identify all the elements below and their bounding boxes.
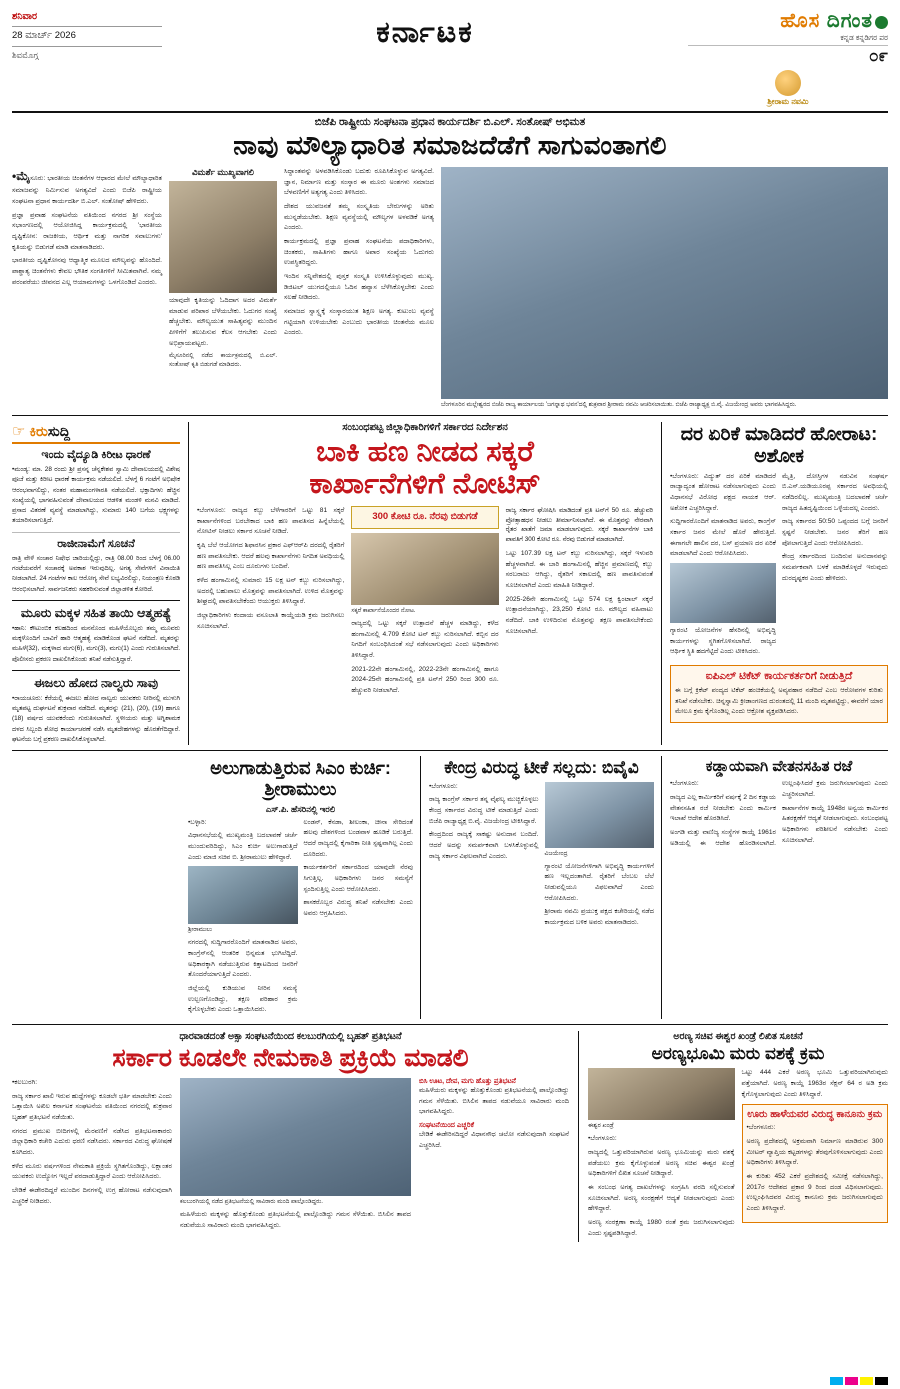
- brief-body: ರಾತ್ರಿ ವೇಳೆ ಸಂಚಾರ ನಿಷೇಧ ಜಾರಿಯಲ್ಲಿದ್ದು, ರಾತ್ರಿ 08.00 ರಿಂದ ಬೆಳಗ್ಗೆ 06.00 ಗಂಟೆಯವರೆಗೆ ಸಂಚಾರಕ್ಕೆ ಅವಕಾಶ ಇರುವುದಿಲ್ಲ. ಅಗತ್ಯ ಸೇವೆಗಳಿಗೆ ವಿನಾಯಿತಿ ನೀಡಲಾಗಿದೆ. 24 ಗಂಟೆಗಳ ಕಾಲ ಆರೋಗ್ಯ ಸೇವೆ ಲಭ್ಯವಿರಲಿದ್ದು, ನಿಯಂತ್ರಣ ಕೊಠಡಿ ಆರಂಭಿಸಲಾಗಿದೆ. ಸಾರ್ವಜನಿಕರು ಸಹಕರಿಸುವಂತೆ ಜಿಲ್ಲಾಡಳಿತ ಕೋರಿದೆ.: [12, 554, 180, 593]
- paragraph: ಕಳೆದ ಮೂರು ವರ್ಷಗಳಿಂದ ನೇಮಕಾತಿ ಪ್ರಕ್ರಿಯೆ ಸ್ಥಗಿತಗೊಂಡಿದ್ದು, ಲಕ್ಷಾಂತರ ಯುವಕರು ಉದ್ಯೋಗ ಇಲ್ಲದೆ ಪರದಾಡುತ್ತಿದ್ದಾರೆ ಎಂದು ಆರೋಪಿಸಿದರು.: [12, 1162, 172, 1181]
- top-story-headline: ನಾವು ಮೌಲ್ಯಾಧಾರಿತ ಸಮಾಜದೆಡೆಗೆ ಸಾಗುವಂತಾಗಲಿ: [233, 130, 667, 160]
- bottom-row: [12, 1031, 888, 1242]
- paragraph: ರಾಜ್ಯದ ಎಲ್ಲ ಕಾರ್ಮಿಕರಿಗೆ ವರ್ಷಕ್ಕೆ 2 ದಿನ ಕಡ್ಡಾಯ ವೇತನಸಹಿತ ರಜೆ ನೀಡಬೇಕು ಎಂದು ಕಾರ್ಮಿಕ ಇಲಾಖೆ ಆದೇಶ ಹೊರಡಿಸಿದೆ.: [670, 794, 776, 823]
- paragraph: •ಬೆಂಗಳೂರು: ರಾಜ್ಯದ ಕಬ್ಬು ಬೆಳೆಗಾರರಿಗೆ ಒಟ್ಟು 81 ಸಕ್ಕರೆ ಕಾರ್ಖಾನೆಗಳಿಂದ ಬರಬೇಕಾದ ಬಾಕಿ ಹಣ ಪಾವತಿಸದ ಹಿನ್ನೆಲೆಯಲ್ಲಿ ನೋಟಿಸ್ ನೀಡಲು ಸರ್ಕಾರ ಸೂಚನೆ ನೀಡಿದೆ.: [197, 506, 345, 536]
- center-column: [188, 422, 662, 745]
- paragraph: ಕಾರ್ಯಕ್ರಮದಲ್ಲಿ ಪ್ರಜ್ಞಾ ಪ್ರವಾಹ ಸಂಘಟನೆಯ ಪದಾಧಿಕಾರಿಗಳು, ಚಿಂತಕರು, ಸಾಹಿತಿಗಳು ಹಾಗೂ ಅಪಾರ ಸಂಖ್ಯೆಯ ಓದುಗರು ಉಪಸ್ಥಿತರಿದ್ದರು.: [284, 238, 434, 267]
- photo-caption: ಮೈಸೂರಿನಲ್ಲಿ ನಡೆದ ಕಾರ್ಯಕ್ರಮದಲ್ಲಿ ಬಿ.ಎಲ್. ಸಂತೋಷ್ ಕೃತಿ ಬಿಡುಗಡೆ ಮಾಡಿದರು.: [169, 353, 277, 369]
- paragraph: ಈ ಕುರಿತು 452 ಎಕರೆ ಪ್ರದೇಶದಲ್ಲಿ ಸಮೀಕ್ಷೆ ನಡೆಸಲಾಗಿದ್ದು, 2017ರ ಆದೇಶದ ಪ್ರಕಾರ 9 ರಿಂದ ದಂಡ ವಿಧಿಸಲಾಗುವುದು. ಉಲ್ಲಂಘಿಸಿದವರ ವಿರುದ್ಧ ಕಾನೂನು ಕ್ರಮ ಜರುಗಿಸಲಾಗುವುದು ಎಂದು ತಿಳಿಸಿದ್ದಾರೆ.: [746, 1172, 883, 1212]
- photo-caption: ಸಕ್ಕರೆ ಕಾರ್ಖಾನೆಯೊಂದರ ನೋಟ.: [351, 607, 416, 614]
- paragraph: ಸುದ್ದಿಗಾರರೊಂದಿಗೆ ಮಾತನಾಡಿದ ಅವರು, ಕಾಂಗ್ರೆಸ್ ಸರ್ಕಾರ ಜನರ ಮೇಲೆ ಹೊರೆ ಹೇರುತ್ತಿದೆ. ಈಗಾಗಲೇ ಹಾಲಿನ ದರ, ಬಸ್ ಪ್ರಯಾಣ ದರ ಏರಿಕೆ ಮಾಡಲಾಗಿದೆ ಎಂದು ಆರೋಪಿಸಿದರು.: [670, 518, 776, 558]
- paragraph: ವಿಧಾನಸಭೆಯಲ್ಲಿ ಮುಖ್ಯಮಂತ್ರಿ ಬದಲಾವಣೆ ಚರ್ಚೆ ಮುಂದುವರಿದಿದ್ದು, ಸಿಎಂ ಕುರ್ಚಿ ಅಲುಗಾಡುತ್ತಿದೆ ಎಂದು ಮಾಜಿ ಸಚಿವ ಬಿ. ಶ್ರೀರಾಮುಲು ಹೇಳಿದ್ದಾರೆ.: [188, 832, 298, 861]
- center-inset-box: [351, 506, 498, 529]
- paragraph: ಮೈತ್ರಿ, ದೋಸ್ತಿಗಳ ನಡುವಿನ ಸಂಘರ್ಷ ಬಿ.ಎಸ್.ಯಡಿಯೂರಪ್ಪ ಸರ್ಕಾರದ ಅವಧಿಯಲ್ಲಿ ನಡೆದಿರಲಿಲ್ಲ. ಮುಖ್ಯಮಂತ್ರಿ ಬದಲಾವಣೆ ಚರ್ಚೆ ರಾಜ್ಯದ ಹಿತದೃಷ್ಟಿಯಿಂದ ಒಳ್ಳೆಯದಲ್ಲ ಎಂದರು.: [782, 472, 888, 512]
- kirusuddi-title: [29, 423, 70, 440]
- festival-badge-label: ಶ್ರೀರಾಮ ನವಮಿ: [767, 97, 809, 106]
- protest-photo: [180, 1078, 411, 1196]
- top-story-kicker: ಬಿಜೆಪಿ ರಾಷ್ಟ್ರೀಯ ಸಂಘಟನಾ ಪ್ರಧಾನ ಕಾರ್ಯದರ್ಶಿ ಬಿ.ಎಲ್. ಸಂತೋಷ್ ಅಭಿಮತ: [314, 116, 586, 128]
- paragraph: ರಾಜ್ಯದಲ್ಲಿ ಒತ್ತುವರಿಯಾಗಿರುವ ಅರಣ್ಯ ಭೂಮಿಯನ್ನು ಮರು ವಶಕ್ಕೆ ಪಡೆಯಲು ಕ್ರಮ ಕೈಗೊಳ್ಳುವಂತೆ ಅರಣ್ಯ ಸಚಿವ ಈಶ್ವರ ಖಂಡ್ರೆ ಅಧಿಕಾರಿಗಳಿಗೆ ಲಿಖಿತ ಸೂಚನೆ ನೀಡಿದ್ದಾರೆ.: [588, 1148, 735, 1178]
- dateline: •ಕಲಬುರಗಿ:: [12, 1078, 38, 1086]
- kirusuddi-title-part1: ಕಿರು: [29, 422, 48, 439]
- masthead: [12, 10, 888, 113]
- divider: [12, 600, 180, 601]
- masthead-left: [12, 10, 162, 61]
- paragraph: ಇಂದಿನ ಸನ್ನಿವೇಶದಲ್ಲಿ ಪುಸ್ತಕ ಸಂಸ್ಕೃತಿ ಉಳಿಸಿಕೊಳ್ಳುವುದು ಮುಖ್ಯ. ಡಿಜಿಟಲ್ ಯುಗದಲ್ಲಿಯೂ ಓದಿನ ಹವ್ಯಾಸ ಬೆಳೆಸಿಕೊಳ್ಳಬೇಕು ಎಂದು ಸಲಹೆ ನೀಡಿದರು.: [284, 273, 434, 302]
- story-col2: [304, 818, 414, 1019]
- paragraph: ಗ್ಯಾರಂಟಿ ಯೋಜನೆಗಳ ಹೆಸರಿನಲ್ಲಿ ಅಭಿವೃದ್ಧಿ ಕಾರ್ಯಗಳನ್ನು ಸ್ಥಗಿತಗೊಳಿಸಲಾಗಿದೆ. ರಾಜ್ಯದ ಆರ್ಥಿಕ ಸ್ಥಿತಿ ಹದಗೆಟ್ಟಿದೆ ಎಂದು ಟೀಕಿಸಿದರು.: [670, 627, 776, 656]
- paragraph: ಅಂಗಡಿ ಮತ್ತು ವಾಣಿಜ್ಯ ಸಂಸ್ಥೆಗಳ ಕಾಯ್ದೆ 1961ರ ಅಡಿಯಲ್ಲಿ ಈ ಆದೇಶ ಹೊರಡಿಸಲಾಗಿದೆ. ಉಲ್ಲಂಘಿಸಿದರೆ ಕ್ರಮ ಜರುಗಿಸಲಾಗುವುದು ಎಂದು ಎಚ್ಚರಿಸಲಾಗಿದೆ.: [670, 780, 888, 847]
- sub-story-box: [742, 1104, 889, 1222]
- mid-story-shriramulu: [188, 756, 421, 1019]
- bottom-col2: [180, 1078, 411, 1231]
- bottom-right-col1: [588, 1068, 735, 1242]
- right-highlight-box: [670, 665, 888, 723]
- vijayendra-photo: [545, 782, 655, 848]
- paragraph: 2021-22ನೇ ಹಂಗಾಮಿನಲ್ಲಿ, 2022-23ನೇ ಹಂಗಾಮಿನಲ್ಲಿ ಹಾಗೂ 2024-25ನೇ ಹಂಗಾಮಿನಲ್ಲಿ ಪ್ರತಿ ಟನ್‌ಗೆ 250 ರಿಂದ 300 ರೂ. ಹೆಚ್ಚುವರಿ ನೀಡಲಾಗಿದೆ.: [351, 665, 499, 694]
- paragraph: •ಬೆಂಗಳೂರು: ವಿದ್ಯುತ್ ದರ ಏರಿಕೆ ಮಾಡಿದರೆ ರಾಜ್ಯಾದ್ಯಂತ ಹೋರಾಟ ನಡೆಸಲಾಗುವುದು ಎಂದು ವಿಧಾನಸಭೆ ವಿರೋಧ ಪಕ್ಷದ ನಾಯಕ ಆರ್. ಅಶೋಕ ಎಚ್ಚರಿಸಿದ್ದಾರೆ.: [670, 472, 776, 512]
- center-col2: [351, 506, 498, 700]
- paragraph: ಸಮಾಜದ ಸ್ವಾಸ್ಥ್ಯಕ್ಕೆ ಸಂಸ್ಕಾರಯುತ ಶಿಕ್ಷಣ ಅಗತ್ಯ. ಕುಟುಂಬ ವ್ಯವಸ್ಥೆ ಗಟ್ಟಿಯಾಗಿ ಉಳಿಯಬೇಕು ಎಂಬುದು ಭಾರತೀಯ ಚಿಂತನೆಯ ಮೂಲ ಎಂದರು.: [284, 308, 434, 337]
- dateline: •ಬೆಂಗಳೂರು:: [746, 1124, 776, 1132]
- paragraph: ರಾಜ್ಯದಲ್ಲಿ ಒಟ್ಟು ಸಕ್ಕರೆ ಉತ್ಪಾದನೆ ಹೆಚ್ಚಳ ಮಾಡಿದ್ದು, ಕಳೆದ ಹಂಗಾಮಿನಲ್ಲಿ 4.709 ಕೋಟಿ ಟನ್ ಕಬ್ಬು ನುರಿಸಲಾಗಿದೆ. ಕಬ್ಬಿನ ದರ ನಿಗದಿಗೆ ಸಂಬಂಧಿಸಿದಂತೆ ಸಭೆ ನಡೆಸಲಾಗುವುದು ಎಂದು ಅಧಿಕಾರಿಗಳು ತಿಳಿಸಿದ್ದಾರೆ.: [351, 619, 499, 659]
- brand-part2: ದಿಗಂತ: [826, 10, 873, 32]
- divider: [12, 532, 180, 533]
- divider: [12, 415, 888, 416]
- paragraph: ರಾಜ್ಯ ಕಾಂಗ್ರೆಸ್ ಸರ್ಕಾರ ತನ್ನ ವೈಫಲ್ಯ ಮುಚ್ಚಿಕೊಳ್ಳಲು ಕೇಂದ್ರ ಸರ್ಕಾರದ ವಿರುದ್ಧ ಟೀಕೆ ಮಾಡುತ್ತಿದೆ ಎಂದು ಬಿಜೆಪಿ ರಾಜ್ಯಾಧ್ಯಕ್ಷ ಬಿ.ವೈ. ವಿಜಯೇಂದ್ರ ಟೀಕಿಸಿದ್ದಾರೆ.: [429, 796, 539, 825]
- story-headline: ಕೇಂದ್ರ ವಿರುದ್ಧ ಟೀಕೆ ಸಲ್ಲದು: ಬಿವೈವಿ: [444, 758, 639, 778]
- paragraph: ಬೇಡಿಕೆ ಈಡೇರಿಸದಿದ್ದರೆ ವಿಧಾನಸೌಧ ಚಲೋ ನಡೆಸುವುದಾಗಿ ಸಂಘಟನೆ ಎಚ್ಚರಿಸಿದೆ.: [419, 1130, 569, 1149]
- kirusuddi-title-part2: ಸುದ್ದಿ: [47, 422, 71, 439]
- right-col1: [670, 472, 776, 661]
- top-story-photo-block: [441, 167, 888, 410]
- center-headline: [197, 436, 653, 501]
- mid-stories-row: [12, 756, 888, 1019]
- cmyk-registration-marks: [830, 1377, 888, 1385]
- minister-photo: [588, 1068, 735, 1120]
- mid-spacer: [12, 756, 180, 1019]
- paragraph: ಶಾಸಕರೊಬ್ಬರ ವಿರುದ್ಧ ತನಿಖೆ ನಡೆಸಬೇಕು ಎಂದು ಅವರು ಆಗ್ರಹಿಸಿದರು.: [303, 899, 413, 917]
- paragraph: ಈ ಸಂಬಂಧ ಅಗತ್ಯ ದಾಖಲೆಗಳನ್ನು ಸಂಗ್ರಹಿಸಿ ವರದಿ ಸಲ್ಲಿಸುವಂತೆ ಸೂಚಿಸಲಾಗಿದೆ. ಅರಣ್ಯ ಸಂರಕ್ಷಣೆಗೆ ಆದ್ಯತೆ ನೀಡಲಾಗುವುದು ಎಂದು ಹೇಳಿದ್ದಾರೆ.: [588, 1183, 735, 1213]
- speaker-photo: [169, 181, 277, 293]
- paragraph: ಅರಣ್ಯ ಪ್ರದೇಶದಲ್ಲಿ ಅಕ್ರಮವಾಗಿ ನಿರ್ಮಾಣ ಮಾಡಿರುವ 300 ಮೀಟರ್ ವ್ಯಾಪ್ತಿಯ ಕಟ್ಟಡಗಳನ್ನು ತೆರವುಗೊಳಿಸಲಾಗುವುದು ಎಂದು ಅಧಿಕಾರಿಗಳು ತಿಳಿಸಿದ್ದಾರೆ.: [746, 1137, 883, 1167]
- brief-item: [12, 538, 180, 595]
- kirusuddi-header: [12, 422, 180, 444]
- bottom-headline: ಅರಣ್ಯಭೂಮಿ ಮರು ವಶಕ್ಕೆ ಕ್ರಮ: [651, 1043, 825, 1063]
- bottom-kicker: ಅರಣ್ಯ ಸಚಿವ ಈಶ್ವರ ಖಂಡ್ರೆ ಲಿಖಿತ ಸೂಚನೆ: [673, 1030, 803, 1042]
- paragraph: ನಗರದ ಪ್ರಮುಖ ಬೀದಿಗಳಲ್ಲಿ ಮೆರವಣಿಗೆ ನಡೆಸಿದ ಪ್ರತಿಭಟನಾಕಾರರು ಜಿಲ್ಲಾಧಿಕಾರಿ ಕಚೇರಿ ಎದುರು ಧರಣಿ ನಡೆಸಿದರು. ಸರ್ಕಾರದ ವಿರುದ್ಧ ಘೋಷಣೆ ಕೂಗಿದರು.: [12, 1127, 172, 1156]
- paragraph: ಕಾರ್ಖಾನೆಗಳ ಕಾಯ್ದೆ 1948ರ ಅನ್ವಯ ಕಾರ್ಮಿಕರ ಹಿತರಕ್ಷಣೆಗೆ ಆದ್ಯತೆ ನೀಡಲಾಗುವುದು. ಸಂಬಂಧಪಟ್ಟ ಅಧಿಕಾರಿಗಳು ಪರಿಶೀಲನೆ ನಡೆಸಬೇಕು ಎಂದು ಸೂಚಿಸಲಾಗಿದೆ.: [782, 804, 888, 844]
- page-number: ೦೯: [868, 46, 888, 65]
- center-headline-line2: ಕಾರ್ಖಾನೆಗಳಿಗೆ ನೋಟಿಸ್: [309, 468, 541, 501]
- kirusuddi-column: [12, 422, 180, 745]
- cmyk-black: [875, 1377, 888, 1385]
- highlight-box-title: ಐಪಿಎಲ್ ಟಿಕೆಟ್ ಕಾರ್ಯಕರ್ತರಿಗೆ ನೀಡುತ್ತಿದೆ: [705, 670, 853, 683]
- brief-title: ರಾಜೀನಾಮೆಗೆ ಸೂಚನೆ: [57, 537, 135, 550]
- paragraph: ಗ್ಯಾರಂಟಿ ಯೋಜನೆಗಳಿಗಾಗಿ ಅಭಿವೃದ್ಧಿ ಕಾರ್ಯಗಳಿಗೆ ಹಣ ಇಲ್ಲದಂತಾಗಿದೆ. ರೈತರಿಗೆ ಬೆಂಬಲ ಬೆಲೆ ನೀಡುವಲ್ಲಿಯೂ ವಿಫಲವಾಗಿದೆ ಎಂದು ಆರೋಪಿಸಿದರು.: [544, 862, 654, 902]
- brand-part1: ಹೊಸ: [780, 10, 821, 32]
- paragraph: ಭಾರತೀಯ ದೃಷ್ಟಿಕೋನವು ಆಧ್ಯಾತ್ಮಿಕ ಮೂಲದ ಮೌಲ್ಯವನ್ನು ಹೊಂದಿದೆ. ಪಾಶ್ಚಾತ್ಯ ಚಿಂತನೆಗಳು ಕೇವಲ ಭೌತಿಕ ಸಂಗತಿಗಳಿಗೆ ಸೀಮಿತವಾಗಿವೆ. ನಮ್ಮ ಪರಂಪರೆಯು ಜೀವನದ ಎಲ್ಲ ಆಯಾಮಗಳನ್ನು ಒಳಗೊಂಡಿದೆ ಎಂದರು.: [12, 257, 162, 286]
- paragraph: ಮಹಿಳೆಯರು ಮಕ್ಕಳನ್ನು ಹೊತ್ತುಕೊಂಡು ಪ್ರತಿಭಟನೆಯಲ್ಲಿ ಪಾಲ್ಗೊಂಡಿದ್ದು ಗಮನ ಸೆಳೆಯಿತು. ಬಿಸಿಲಿನ ತಾಪದ ನಡುವೆಯೂ ಸಾವಿರಾರು ಮಂದಿ ಭಾಗವಹಿಸಿದ್ದರು.: [180, 1210, 411, 1229]
- paragraph: ಪ್ರಜ್ಞಾ ಪ್ರವಾಹ ಸಂಘಟನೆಯ ವತಿಯಿಂದ ನಗರದ ಶ್ರೀ ಸಂಸ್ಥೆಯ ಸಭಾಂಗಣದಲ್ಲಿ ಆಯೋಜಿಸಿದ್ದ ಕಾರ್ಯಕ್ರಮದಲ್ಲಿ 'ಭಾರತೀಯ ದೃಷ್ಟಿಕೋನ: ರಾಜಕೀಯ, ಆರ್ಥಿಕ ಮತ್ತು ನಾಗರಿಕ ಸವಾಲುಗಳು' ಕೃತಿಯನ್ನು ಬಿಡುಗಡೆ ಮಾಡಿ ಮಾತನಾಡಿದರು.: [12, 211, 162, 251]
- divider: [12, 750, 888, 751]
- bottom-headline: ಸರ್ಕಾರ ಕೂಡಲೇ ನೇಮಕಾತಿ ಪ್ರಕ್ರಿಯೆ ಮಾಡಲಿ: [112, 1043, 469, 1072]
- photo-caption: ಈಶ್ವರ ಖಂಡ್ರೆ: [588, 1123, 614, 1130]
- shriramulu-photo: [188, 866, 298, 924]
- mid-story-vijayendra: [429, 756, 662, 1019]
- paragraph: ಒಟ್ಟು 107.39 ಲಕ್ಷ ಟನ್ ಕಬ್ಬು ನುರಿಸಲಾಗಿದ್ದು, ಸಕ್ಕರೆ ಇಳುವರಿ ಹೆಚ್ಚಳವಾಗಿದೆ. ಈ ಬಾರಿ ಹಂಗಾಮಿನಲ್ಲಿ ಹೆಚ್ಚಿನ ಪ್ರಮಾಣದಲ್ಲಿ ಕಬ್ಬು ಸರಬರಾಜು ಆಗಿದ್ದು, ರೈತರಿಗೆ ಸಕಾಲದಲ್ಲಿ ಹಣ ಪಾವತಿಸುವಂತೆ ಸೂಚಿಸಲಾಗಿದೆ ಎಂದು ಮಾಹಿತಿ ನೀಡಿದ್ದಾರೆ.: [505, 549, 653, 589]
- brief-item: [12, 676, 180, 745]
- center-col1: [197, 506, 344, 700]
- paragraph: ಕೇಂದ್ರದಿಂದ ರಾಜ್ಯಕ್ಕೆ ಸಾಕಷ್ಟು ಅನುದಾನ ಬಂದಿದೆ. ಆದರೆ ಅದನ್ನು ಸಮರ್ಪಕವಾಗಿ ಬಳಸಿಕೊಳ್ಳುವಲ್ಲಿ ರಾಜ್ಯ ಸರ್ಕಾರ ವಿಫಲವಾಗಿದೆ ಎಂದರು.: [429, 831, 539, 860]
- brief-title: ಮೂರು ಮಕ್ಕಳ ಸಹಿತ ತಾಯಿ ಆತ್ಮಹತ್ಯೆ: [20, 605, 172, 620]
- story-headline: ಅಲುಗಾಡುತ್ತಿರುವ ಸಿಎಂ ಕುರ್ಚಿ: ಶ್ರೀರಾಮುಲು: [210, 758, 391, 799]
- paragraph: ಕಳೆದ ಹಂಗಾಮಿನಲ್ಲಿ ಸುಮಾರು 15 ಲಕ್ಷ ಟನ್ ಕಬ್ಬು ನುರಿಸಲಾಗಿದ್ದು, ಅದರಲ್ಲಿ ಬಹುಪಾಲು ಮೊತ್ತವನ್ನು ಪಾವತಿಸಲಾಗಿದೆ. ಉಳಿದ ಮೊತ್ತವನ್ನು ಶೀಘ್ರದಲ್ಲಿ ಪಾವತಿಸಬೇಕೆಂದು ಆಯುಕ್ತರು ತಿಳಿಸಿದ್ದಾರೆ.: [197, 576, 345, 606]
- inset-title: 300 ಕೋಟಿ ರೂ. ನೆರವು ಬಿಡುಗಡೆ: [372, 510, 478, 522]
- paragraph: ದೇಶದ ಯುವಜನತೆ ತಮ್ಮ ಸಂಸ್ಕೃತಿಯ ಬೇರುಗಳನ್ನು ಅರಿತು ಮುನ್ನಡೆಯಬೇಕು. ಶಿಕ್ಷಣ ವ್ಯವಸ್ಥೆಯಲ್ಲಿ ಮೌಲ್ಯಗಳ ಅಳವಡಿಕೆ ಅಗತ್ಯ ಎಂದರು.: [284, 203, 434, 232]
- paragraph: ಅರಣ್ಯ ಸಂರಕ್ಷಣಾ ಕಾಯ್ದೆ 1980 ರಂತೆ ಕ್ರಮ ಜರುಗಿಸಲಾಗುವುದು ಎಂದು ಸ್ಪಷ್ಟಪಡಿಸಿದ್ದಾರೆ.: [588, 1218, 735, 1237]
- masthead-center: [162, 10, 688, 50]
- brief-item: [12, 449, 180, 527]
- brief-body: •ರಾಯಚೂರು: ಕೆರೆಯಲ್ಲಿ ಈಜಲು ಹೋದ ನಾಲ್ವರು ಯುವಕರು ನೀರಿನಲ್ಲಿ ಮುಳುಗಿ ಮೃತಪಟ್ಟ ದುರ್ಘಟನೆ ಶುಕ್ರವಾರ ನಡೆದಿದೆ. ಮೃತರನ್ನು (21), (20), (19) ಹಾಗೂ (18) ವರ್ಷದ ಯುವಕರೆಂದು ಗುರುತಿಸಲಾಗಿದೆ. ಸ್ಥಳೀಯರು ಮತ್ತು ಅಗ್ನಿಶಾಮಕ ದಳದ ಸಿಬ್ಬಂದಿ ಶೋಧ ಕಾರ್ಯಾಚರಣೆ ನಡೆಸಿ ಮೃತದೇಹಗಳನ್ನು ಹೊರತೆಗೆದಿದ್ದಾರೆ. ಘಟನೆಯ ಬಗ್ಗೆ ಪ್ರಕರಣ ದಾಖಲಿಸಿಕೊಳ್ಳಲಾಗಿದೆ.: [12, 694, 180, 743]
- highlight-box-body: ಈ ಬಗ್ಗೆ ಕ್ರಿಕೆಟ್ ಪಂದ್ಯದ ಟಿಕೆಟ್ ಹಂಚಿಕೆಯಲ್ಲಿ ಅವ್ಯವಹಾರ ನಡೆದಿದೆ ಎಂಬ ಆರೋಪಗಳ ಕುರಿತು ತನಿಖೆ ನಡೆಸಬೇಕು. ಚಿನ್ನಸ್ವಾಮಿ ಕ್ರೀಡಾಂಗಣದ ದುರಂತದಲ್ಲಿ 11 ಮಂದಿ ಮೃತಪಟ್ಟಿದ್ದು, ಈವರೆಗೆ ಯಾರ ಮೇಲೂ ಕ್ರಮ ಕೈಗೊಂಡಿಲ್ಲ ಎಂದು ಆಕ್ರೋಶ ವ್ಯಕ್ತಪಡಿಸಿದರು.: [675, 687, 883, 716]
- newspaper-logo: [688, 10, 888, 33]
- bottom-right-col2: [742, 1068, 889, 1242]
- story-col1: [188, 818, 298, 1019]
- festival-icon: [775, 70, 801, 96]
- highlight-label: ಸಂಘಟನೆಯಿಂದ ಎಚ್ಚರಿಕೆ: [419, 1121, 474, 1129]
- main-grid: [12, 422, 888, 745]
- paragraph: •ಮೈಸೂರು: ಭಾರತೀಯ ಚಿಂತನೆಗಳ ಆಧಾರದ ಮೇಲೆ ಮೌಲ್ಯಾಧಾರಿತ ಸಮಾಜವನ್ನು ನಿರ್ಮಿಸುವ ಅಗತ್ಯವಿದೆ ಎಂದು ಬಿಜೆಪಿ ರಾಷ್ಟ್ರೀಯ ಸಂಘಟನಾ ಪ್ರಧಾನ ಕಾರ್ಯದರ್ಶಿ ಬಿ.ಎಲ್. ಸಂತೋಷ್ ಹೇಳಿದರು.: [12, 169, 162, 206]
- photo-caption: ಶ್ರೀರಾಮುಲು: [188, 927, 212, 934]
- brief-body: •ಹಾನಿ: ಕೌಟುಂಬಿಕ ಕಲಹದಿಂದ ಮನನೊಂದ ಮಹಿಳೆಯೊಬ್ಬರು ತಮ್ಮ ಮೂವರು ಮಕ್ಕಳೊಂದಿಗೆ ಬಾವಿಗೆ ಹಾರಿ ಆತ್ಮಹತ್ಯೆ ಮಾಡಿಕೊಂಡ ಘಟನೆ ನಡೆದಿದೆ. ಮೃತರನ್ನು ಮಹಿಳೆ(32), ಮಕ್ಕಳಾದ ಮಗು(6), ಮಗು(3), ಮಗು(1) ಎಂದು ಗುರುತಿಸಲಾಗಿದೆ. ಪೊಲೀಸರು ಪ್ರಕರಣ ದಾಖಲಿಸಿಕೊಂಡು ತನಿಖೆ ನಡೆಸುತ್ತಿದ್ದಾರೆ.: [12, 624, 180, 663]
- dateline: •ಬೆಂಗಳೂರು:: [588, 1135, 617, 1143]
- paragraph: ಕೇಂದ್ರ ಸರ್ಕಾರದಿಂದ ಬಂದಿರುವ ಅನುದಾನವನ್ನು ಸಮರ್ಪಕವಾಗಿ ಬಳಕೆ ಮಾಡಿಕೊಳ್ಳದೆ ಇರುವುದು ದುರದೃಷ್ಟಕರ ಎಂದು ಹೇಳಿದರು.: [782, 553, 888, 582]
- story-subhead: ಎಸ್.ಪಿ. ಹೆಸರಿನಲ್ಲಿ ಇರಲಿ: [265, 803, 336, 814]
- paragraph: ಒಟ್ಟು 444 ಎಕರೆ ಅರಣ್ಯ ಭೂಮಿ ಒತ್ತುವರಿಯಾಗಿರುವುದು ಪತ್ತೆಯಾಗಿದೆ. ಅರಣ್ಯ ಕಾಯ್ದೆ 1963ರ ಸೆಕ್ಷನ್ 64 ರ ಅಡಿ ಕ್ರಮ ಕೈಗೊಳ್ಳಲಾಗುವುದು ಎಂದು ತಿಳಿಸಿದ್ದಾರೆ.: [741, 1069, 888, 1098]
- mid-story-leave: [670, 756, 888, 1019]
- section-title: ಕರ್ನಾಟಕ: [376, 16, 474, 49]
- divider: [12, 670, 180, 671]
- paragraph: ಶ್ರೀರಾಮ ನವಮಿ ಪ್ರಯುಕ್ತ ಪಕ್ಷದ ಕಚೇರಿಯಲ್ಲಿ ನಡೆದ ಕಾರ್ಯಕ್ರಮದ ಬಳಿಕ ಅವರು ಮಾತನಾಡಿದರು.: [544, 908, 654, 927]
- paragraph: ರಾಜ್ಯ ಸರ್ಕಾರ ಖಾಲಿ ಇರುವ ಹುದ್ದೆಗಳನ್ನು ಕೂಡಲೇ ಭರ್ತಿ ಮಾಡಬೇಕು ಎಂದು ಒತ್ತಾಯಿಸಿ ಅಖಿಲ ಕರ್ನಾಟಕ ಸಂಘಟನೆಯ ವತಿಯಿಂದ ನಗರದಲ್ಲಿ ಶುಕ್ರವಾರ ಬೃಹತ್ ಪ್ರತಿಭಟನೆ ನಡೆಯಿತು.: [12, 1092, 172, 1121]
- right-col2: [782, 472, 888, 661]
- dateline: •ಬೆಂಗಳೂರು:: [429, 782, 458, 790]
- masthead-right: [688, 10, 888, 107]
- paragraph: ಸಿದ್ಧಾಂತವನ್ನು ಅಳವಡಿಸಿಕೊಂಡು ಬದುಕು ರೂಪಿಸಿಕೊಳ್ಳುವ ಅಗತ್ಯವಿದೆ. ಜ್ಞಾನ, ನಿರ್ಮಾಣ ಮತ್ತು ಸಂಸ್ಕಾರ ಈ ಮೂರು ಅಂಶಗಳು ಸಮಾಜದ ಬೆಳವಣಿಗೆಗೆ ಅತ್ಯಗತ್ಯ ಎಂದು ತಿಳಿಸಿದರು.: [284, 168, 434, 197]
- story-col1: [429, 782, 539, 932]
- photo-caption: ವಿಜಯೇಂದ್ರ: [544, 850, 568, 857]
- top-story-col3: [284, 167, 434, 410]
- bottom-right-story: [588, 1031, 888, 1242]
- cmyk-magenta: [845, 1377, 858, 1385]
- dateline: •ಬಳ್ಳಾರಿ:: [188, 818, 207, 826]
- main-photo-caption: ಬೆಂಗಳೂರಿನ ಮಲ್ಲೇಶ್ವರದ ಬಿಜೆಪಿ ರಾಜ್ಯ ಕಾರ್ಯಾಲಯ 'ಜಗನ್ನಾಥ ಭವನ'ದಲ್ಲಿ ಶುಕ್ರವಾರ ಶ್ರೀರಾಮ ನವಮಿ ಆಚರಿಸಲಾಯಿತು. ಬಿಜೆಪಿ ರಾಜ್ಯಾಧ್ಯಕ್ಷ ಬಿ.ವೈ. ವಿಜಯೇಂದ್ರ ಅವರು ಭಾಗವಹಿಸಿದ್ದರು.: [441, 402, 797, 408]
- politician-photo: [670, 563, 776, 623]
- paragraph: ಕಾರ್ಯಕರ್ತರಿಗೆ ಸರ್ಕಾರದಿಂದ ಯಾವುದೇ ನೆರವು ಸಿಗುತ್ತಿಲ್ಲ. ಅಧಿಕಾರಿಗಳು ಜನರ ಸಮಸ್ಯೆಗೆ ಸ್ಪಂದಿಸುತ್ತಿಲ್ಲ ಎಂದು ಆರೋಪಿಸಿದರು.: [303, 864, 413, 893]
- dateline: •ಬೆಂಗಳೂರು:: [670, 780, 699, 788]
- center-kicker: ಸಂಬಂಧಪಟ್ಟ ಜಿಲ್ಲಾಧಿಕಾರಿಗಳಿಗೆ ಸರ್ಕಾರದ ನಿರ್ದೇಶನ: [342, 422, 508, 433]
- top-story-col1: [12, 167, 162, 410]
- brief-body: •ಮಂಡ್ಯ: ಮಾ. 28 ರಂದು ಶ್ರೀ ಪ್ರಸನ್ನ ಚೆನ್ನಕೇಶವ ಸ್ವಾಮಿ ದೇವಾಲಯದಲ್ಲಿ ವಿಶೇಷ ಪೂಜೆ ಮತ್ತು ಕಿರೀಟ ಧಾರಣೆ ಕಾರ್ಯಕ್ರಮ ನಡೆಯಲಿದೆ. ಬೆಳಗ್ಗೆ 6 ಗಂಟೆಗೆ ಅಭಿಷೇಕ ಆರಂಭವಾಗಲಿದ್ದು, ನಂತರ ಮಹಾಮಂಗಳಾರತಿ ನಡೆಯಲಿದೆ. ಭಕ್ತಾದಿಗಳು ಹೆಚ್ಚಿನ ಸಂಖ್ಯೆಯಲ್ಲಿ ಭಾಗವಹಿಸುವಂತೆ ದೇವಾಲಯದ ಆಡಳಿತ ಮಂಡಳಿ ಮನವಿ ಮಾಡಿದೆ. ಪ್ರಸಾದ ವಿತರಣೆ ವ್ಯವಸ್ಥೆ ಮಾಡಲಾಗಿದ್ದು, ಸುಮಾರು 140 ಬಗೆಯ ಭಕ್ಷ್ಯಗಳನ್ನು ತಯಾರಿಸಲಾಗುತ್ತಿದೆ.: [12, 466, 180, 525]
- paragraph: ರಾಜ್ಯ ಸರ್ಕಾರದ 50:50 ಒಪ್ಪಂದದ ಬಗ್ಗೆ ಜನರಿಗೆ ಸ್ಪಷ್ಟನೆ ನೀಡಬೇಕು. ಜನರ ತೆರಿಗೆ ಹಣ ಪೋಲಾಗುತ್ತಿದೆ ಎಂದು ಆರೋಪಿಸಿದರು.: [782, 518, 888, 547]
- top-story-sidebar: [169, 167, 277, 410]
- divider: [12, 1024, 888, 1025]
- paragraph: ಮಹಿಳೆಯರು ಮಕ್ಕಳನ್ನು ಹೊತ್ತುಕೊಂಡು ಪ್ರತಿಭಟನೆಯಲ್ಲಿ ಪಾಲ್ಗೊಂಡಿದ್ದು ಗಮನ ಸೆಳೆಯಿತು. ಬಿಸಿಲಿನ ತಾಪದ ನಡುವೆಯೂ ಸಾವಿರಾರು ಮಂದಿ ಭಾಗವಹಿಸಿದ್ದರು.: [419, 1086, 569, 1116]
- top-story: [12, 116, 888, 410]
- center-col3: [506, 506, 653, 700]
- highlight-label: ಬಿಸಿ ಊಟ, ದೇವ, ಮಗು ಹೊತ್ತು ಪ್ರತಿಭಟನೆ: [419, 1077, 516, 1085]
- brief-title: ಇಂದು ವೈದ್ಯೂಡಿ ಕಿರೀಟ ಧಾರಣೆ: [41, 449, 151, 461]
- right-column: [670, 422, 888, 745]
- right-headline: ದರ ಏರಿಕೆ ಮಾಡಿದರೆ ಹೋರಾಟ: ಅಶೋಕ: [680, 424, 878, 467]
- story-col2: [545, 782, 655, 932]
- cmyk-yellow: [860, 1377, 873, 1385]
- brief-item: [12, 606, 180, 665]
- pointing-hand-icon: ☞: [12, 423, 26, 440]
- bottom-col1: [12, 1078, 172, 1231]
- story-headline: ಕಡ್ಡಾಯವಾಗಿ ವೇತನಸಹಿತ ರಜೆ: [705, 758, 853, 776]
- factory-photo: [351, 533, 498, 605]
- brief-title: ಈಜಲು ಹೋದ ನಾಲ್ವರು ಸಾವು: [33, 675, 159, 690]
- cmyk-cyan: [830, 1377, 843, 1385]
- publication-date: 28 ಮಾರ್ಚ್ 2026: [12, 26, 162, 46]
- paragraph: 2025-26ನೇ ಹಂಗಾಮಿನಲ್ಲಿ ಒಟ್ಟು 574 ಲಕ್ಷ ಕ್ವಿಂಟಾಲ್ ಸಕ್ಕರೆ ಉತ್ಪಾದನೆಯಾಗಿದ್ದು, 23,250 ಕೋಟಿ ರೂ. ಮೌಲ್ಯದ ವಹಿವಾಟು ನಡೆದಿದೆ. ಬಾಕಿ ಉಳಿದಿರುವ ಮೊತ್ತವನ್ನು ತಕ್ಷಣ ಪಾವತಿಸಬೇಕೆಂದು ಸೂಚಿಸಲಾಗಿದೆ.: [505, 595, 653, 635]
- paragraph: ಬೇಡಿಕೆ ಈಡೇರದಿದ್ದರೆ ಮುಂದಿನ ದಿನಗಳಲ್ಲಿ ಉಗ್ರ ಹೋರಾಟ ನಡೆಸುವುದಾಗಿ ಎಚ್ಚರಿಕೆ ನೀಡಿದರು.: [12, 1186, 172, 1205]
- paragraph: ನಗರದಲ್ಲಿ ಸುದ್ದಿಗಾರರೊಂದಿಗೆ ಮಾತನಾಡಿದ ಅವರು, ಕಾಂಗ್ರೆಸ್‌ನಲ್ಲಿ ಆಂತರಿಕ ಭಿನ್ನಮತ ಭುಗಿಲೆದ್ದಿದೆ. ಅಧಿಕಾರಕ್ಕಾಗಿ ನಡೆಯುತ್ತಿರುವ ಕಿತ್ತಾಟದಿಂದ ಜನರಿಗೆ ತೊಂದರೆಯಾಗುತ್ತಿದೆ ಎಂದರು.: [188, 939, 298, 979]
- center-headline-line1: ಬಾಕಿ ಹಣ ನೀಡದ ಸಕ್ಕರೆ: [316, 436, 534, 468]
- inset-body: ರಾಜ್ಯ ಸರ್ಕಾರ ಘೋಷಿಸಿ ಮಾಡಿದಂತೆ ಪ್ರತಿ ಟನ್‌ಗೆ 50 ರೂ. ಹೆಚ್ಚುವರಿ ಪ್ರೋತ್ಸಾಹಧನ ನೀಡಲು ತೀರ್ಮಾನಿಸಲಾಗಿದೆ. ಈ ಮೊತ್ತವನ್ನು ನೇರವಾಗಿ ರೈತರ ಖಾತೆಗೆ ಜಮಾ ಮಾಡಲಾಗುವುದು. ಸಕ್ಕರೆ ಕಾರ್ಖಾನೆಗಳ ಬಾಕಿ ಪಾವತಿಗೆ 300 ಕೋಟಿ ರೂ. ನೆರವು ಬಿಡುಗಡೆ ಮಾಡಲಾಗಿದೆ.: [505, 506, 653, 544]
- edition-name: ಶಿವಮೊಗ್ಗ: [12, 49, 39, 60]
- bottom-left-story: [12, 1031, 579, 1242]
- bottom-col3: [419, 1078, 569, 1231]
- festival-badge: [688, 70, 888, 107]
- paragraph: ಯಾವುದೇ ಕೃತಿಯನ್ನು ಓದಿದಾಗ ಅದರ ವಿಮರ್ಶೆ ಮಾಡುವ ಪರಿಪಾಠ ಬೆಳೆಯಬೇಕು. ಓದುಗರ ಸಂಖ್ಯೆ ಹೆಚ್ಚಬೇಕು. ಮೌಲ್ಯಯುತ ಸಾಹಿತ್ಯವನ್ನು ಮುಂದಿನ ಪೀಳಿಗೆಗೆ ತಲುಪಿಸುವ ಕೆಲಸ ಆಗಬೇಕು ಎಂದು ಅಭಿಪ್ರಾಯಪಟ್ಟರು.: [169, 297, 277, 347]
- logo-dot-icon: [875, 16, 888, 29]
- paragraph: ಲಂಡನ್, ಕೆನಡಾ, ಶೀಲಂಕಾ, ಚೀನಾ ಸೇರಿದಂತೆ ಹಲವು ದೇಶಗಳಿಂದ ಬಂಡವಾಳ ಹೂಡಿಕೆ ಬರುತ್ತಿದೆ. ಆದರೆ ರಾಜ್ಯದಲ್ಲಿ ಕೈಗಾರಿಕಾ ನೀತಿ ಸ್ಪಷ್ಟವಾಗಿಲ್ಲ ಎಂದು ದೂರಿದರು.: [303, 818, 413, 858]
- photo-caption: ಕಲಬುರಗಿಯಲ್ಲಿ ನಡೆದ ಪ್ರತಿಭಟನೆಯಲ್ಲಿ ಸಾವಿರಾರು ಮಂದಿ ಪಾಲ್ಗೊಂಡಿದ್ದರು.: [180, 1198, 323, 1205]
- main-photo: [441, 167, 888, 399]
- paragraph: ಜಿಲ್ಲಾಧಿಕಾರಿಗಳು ಕಂದಾಯ ವಸೂಲಾತಿ ಕಾಯ್ದೆಯಡಿ ಕ್ರಮ ಜರುಗಿಸಲು ಸೂಚಿಸಲಾಗಿದೆ.: [197, 611, 345, 630]
- brand-tagline: ಕನ್ನಡ ಕನ್ನಡಿಗರ ಪರ: [688, 33, 888, 46]
- sidebar-mini-headline: ವಿಮರ್ಶೆ ಮುಖ್ಯವಾಗಲಿ: [192, 167, 254, 177]
- publication-day: ಶನಿವಾರ: [12, 11, 37, 22]
- sub-story-headline: ಊರು ಹಾಳೆಯವರ ವಿರುದ್ಧ ಕಾನೂನು ಕ್ರಮ: [747, 1109, 883, 1121]
- bottom-kicker: ಧಾರವಾಡದಂತೆ ಅಕ್ಸಾ ಸಂಘಟನೆಯಿಂದ ಕಲಬುರಗಿಯಲ್ಲಿ ಬೃಹತ್ ಪ್ರತಿಭಟನೆ: [179, 1030, 402, 1042]
- paragraph: ಜಿಲ್ಲೆಯಲ್ಲಿ ಕುಡಿಯುವ ನೀರಿನ ಸಮಸ್ಯೆ ಉಲ್ಬಣಗೊಂಡಿದ್ದು, ತಕ್ಷಣ ಪರಿಹಾರ ಕ್ರಮ ಕೈಗೊಳ್ಳಬೇಕು ಎಂದು ಒತ್ತಾಯಿಸಿದರು.: [188, 984, 298, 1014]
- paragraph: ಕೃಷಿ ಬೆಲೆ ಆಯೋಗದ ಶಿಫಾರಸಿನ ಪ್ರಕಾರ ಎಫ್ಆರ್‌ಪಿ ದರದಲ್ಲಿ ರೈತರಿಗೆ ಹಣ ಪಾವತಿಸಬೇಕು. ಆದರೆ ಹಲವು ಕಾರ್ಖಾನೆಗಳು ನಿಗದಿತ ಅವಧಿಯಲ್ಲಿ ಹಣ ಪಾವತಿಸಿಲ್ಲ ಎಂಬ ದೂರುಗಳು ಬಂದಿವೆ.: [197, 541, 345, 571]
